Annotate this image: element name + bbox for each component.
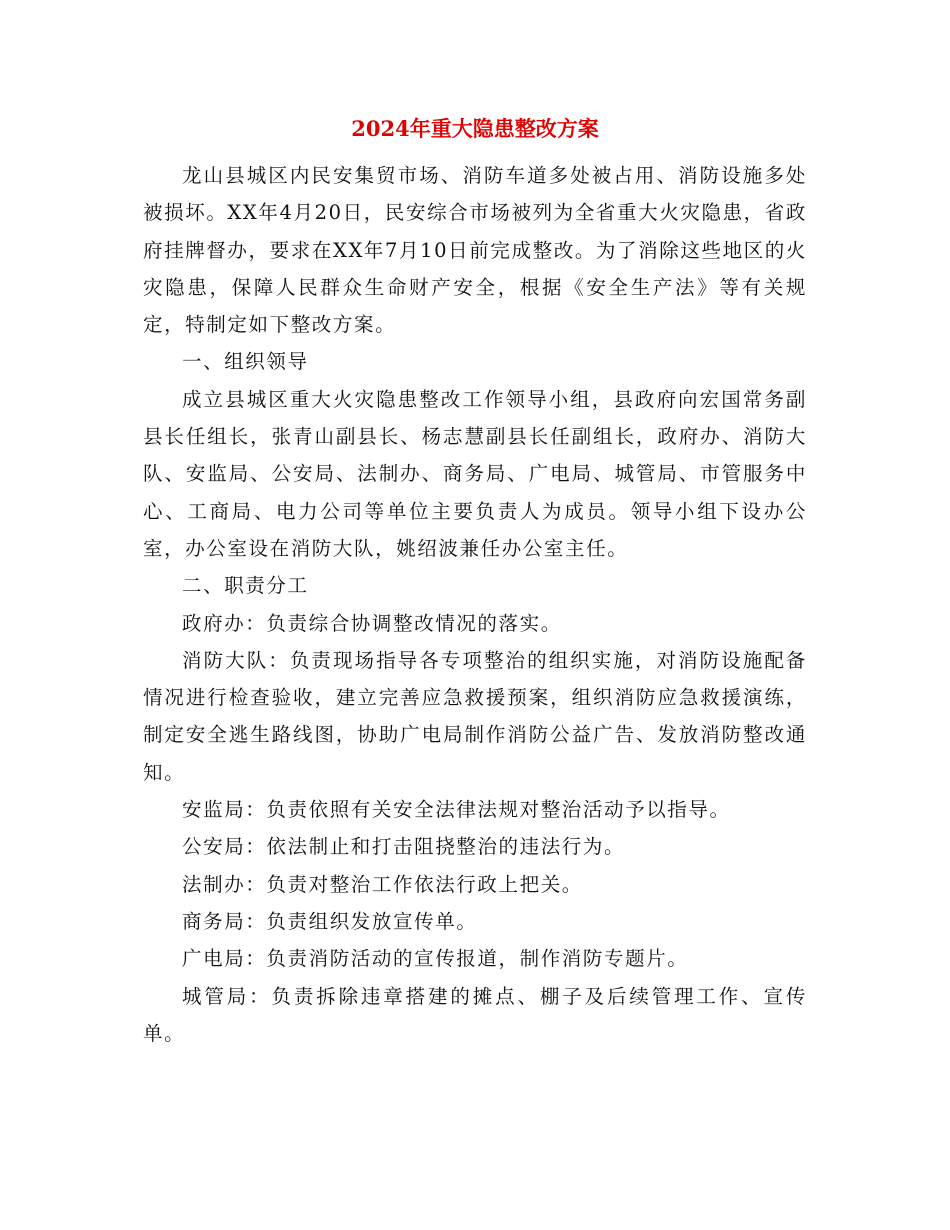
section-heading-organization: 一、组织领导 <box>182 350 309 374</box>
document-body <box>143 157 807 1052</box>
duty-broadcast-bureau: 广电局：负责消防活动的宣传报道，制作消防专题片。 <box>182 947 689 971</box>
duty-public-security: 公安局：依法制止和打击阻挠整治的违法行为。 <box>182 835 626 859</box>
duty-safety-bureau: 安监局：负责依照有关安全法律法规对整治活动予以指导。 <box>182 798 731 822</box>
duty-urban-management: 城管局：负责拆除违章搭建的摊点、棚子及后续管理工作、宣传单。 <box>143 984 807 1045</box>
section-heading-duties: 二、职责分工 <box>182 574 309 598</box>
duty-commerce-bureau: 商务局：负责组织发放宣传单。 <box>182 909 478 933</box>
document-title: 2024年重大隐患整改方案 <box>351 116 599 141</box>
duty-legal-office: 法制办：负责对整治工作依法行政上把关。 <box>182 872 583 896</box>
organization-paragraph: 成立县城区重大火灾隐患整改工作领导小组，县政府向宏国常务副县长任组长，张青山副县长、杨志慧副县长任副组长，政府办、消防大队、安监局、公安局、法制办、商务局、广电局、城管局、市管服务中心、工商局、电力公司等单位主要负责人为成员。领导小组下设办公室，办公室设在消防大队，姚绍波兼任办公室主任。 <box>143 387 807 560</box>
duty-fire-brigade: 消防大队：负责现场指导各专项整治的组织实施，对消防设施配备情况进行检查验收，建立完善应急救援预案，组织消防应急救援演练，制定安全逃生路线图，协助广电局制作消防公益广告、发放消防整改通知。 <box>143 648 807 784</box>
intro-paragraph: 龙山县城区内民安集贸市场、消防车道多处被占用、消防设施多处被损坏。XX年4月20日，民安综合市场被列为全省重大火灾隐患，省政府挂牌督办，要求在XX年7月10日前完成整改。为了消除这些地区的火灾隐患，保障人民群众生命财产安全，根据《安全生产法》等有关规定，特制定如下整改方案。 <box>143 164 807 337</box>
duty-government-office: 政府办：负责综合协调整改情况的落实。 <box>182 611 562 635</box>
